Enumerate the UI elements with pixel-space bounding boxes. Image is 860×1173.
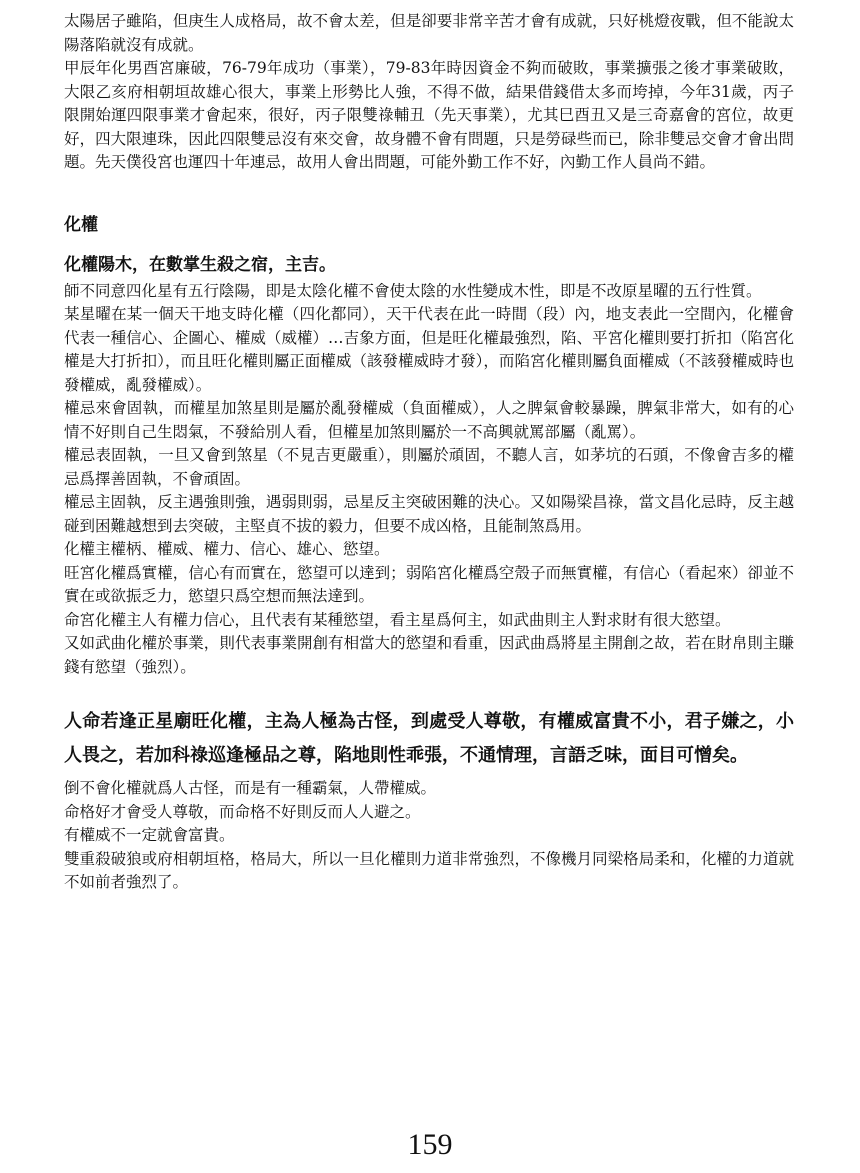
intro-paragraph-2: 甲辰年化男酉宮廉破，76-79年成功（事業），79-83年時因資金不夠而破敗，事業擴張之後才事業破敗，大限乙亥府相朝垣故雄心很大，事業上形勢比人強，不得不做，結果借錢借太多而垮掉，今年31歲，丙子限開始運四限事業才會起來，很好，丙子限雙祿輔丑（先天事業），尤其巳酉丑又是三奇嘉會的宮位，故更好，四大限連珠，因此四限雙忌沒有來交會，故身體不會有問題，只是勞碌些而已，除非雙忌交會才會出問題。先天僕役宮也運四十年連忌，故用人會出問題，可能外勤工作不好，內勤工作人員尚不錯。 bbox=[64, 59, 794, 171]
closing-paragraph-4: 雙重殺破狼或府相朝垣格，格局大，所以一旦化權則力道非常強烈，不像機月同梁格局柔和，化權的力道就不如前者強烈了。 bbox=[64, 849, 794, 891]
page-number: 159 bbox=[407, 1128, 453, 1161]
intro-paragraph-1: 太陽居子雖陷，但庚生人成格局，故不會太差，但是卻要非常辛苦才會有成就，只好桃燈夜戰，但不能說太陽落陷就沒有成就。 bbox=[64, 12, 794, 54]
closing-paragraph-2: 命格好才會受人尊敬，而命格不好則反而人人避之。 bbox=[64, 802, 421, 821]
section-paragraph-5: 權忌主固執，反主遇強則強，遇弱則弱，忌星反主突破困難的決心。又如陽梁昌祿，當文昌化忌時，反主越碰到困難越想到去突破，主堅貞不拔的毅力，但要不成凶格，且能制煞爲用。 bbox=[64, 493, 794, 535]
document-page bbox=[64, 10, 794, 895]
closing-paragraph-3: 有權威不一定就會富貴。 bbox=[64, 826, 235, 844]
section-paragraph-6: 化權主權柄、權威、權力、信心、雄心、慾望。 bbox=[64, 540, 390, 558]
section-paragraph-8: 命宮化權主人有權力信心，且代表有某種慾望，看主星爲何主，如武曲則主人對求財有很大慾望。 bbox=[64, 610, 731, 629]
bold-heading: 人命若逢正星廟旺化權，主為人極為古怪，到處受人尊敬，有權威富貴不小，君子嫌之，小人畏之，若加科祿巡逢極品之尊，陷地則性乖張，不通情理，言語乏味，面目可憎矣。 bbox=[64, 711, 794, 766]
section-paragraph-2: 某星曜在某一個天干地支時化權（四化都同），天干代表在此一時間（段）內，地支表此一空間內，化權會代表一種信心、企圖心、權威（威權）…吉象方面，但是旺化權最強烈，陷、平宮化權則要打折扣（陷宮化權是大打折扣），而且旺化權則屬正面權威（該發權威時才發），而陷宮化權則屬負面權威（不該發權威時也發權威，亂發權威）。 bbox=[64, 305, 794, 394]
section-paragraph-1: 師不同意四化星有五行陰陽，即是太陰化權不會使太陰的水性變成木性，即是不改原星曜的五行性質。 bbox=[64, 281, 762, 300]
section-subtitle: 化權陽木，在數掌生殺之宿，主吉。 bbox=[64, 254, 336, 275]
section-paragraph-3: 權忌來會固執，而權星加煞星則是屬於亂發權威（負面權威），人之脾氣會較暴躁，脾氣非常大，如有的心情不好則自己生悶氣，不發給別人看，但權星加煞則屬於一不高興就罵部屬（亂罵）。 bbox=[64, 399, 794, 441]
section-paragraph-4: 權忌表固執，一旦又會到煞星（不見吉更嚴重），則屬於頑固，不聽人言，如茅坑的石頭，不像會吉多的權忌爲擇善固執，不會頑固。 bbox=[64, 446, 794, 488]
closing-paragraph-1: 倒不會化權就爲人古怪，而是有一種霸氣，人帶權威。 bbox=[64, 779, 437, 797]
section-title: 化權 bbox=[64, 214, 98, 235]
section-paragraph-7: 旺宮化權爲實權，信心有而實在，慾望可以達到；弱陷宮化權爲空殼子而無實權，有信心（看起來）卻並不實在或欲振乏力，慾望只爲空想而無法達到。 bbox=[64, 563, 794, 605]
section-paragraph-9: 又如武曲化權於事業，則代表事業開創有相當大的慾望和看重，因武曲爲將星主開創之故，若在財帛則主賺錢有慾望（強烈）。 bbox=[64, 634, 794, 676]
